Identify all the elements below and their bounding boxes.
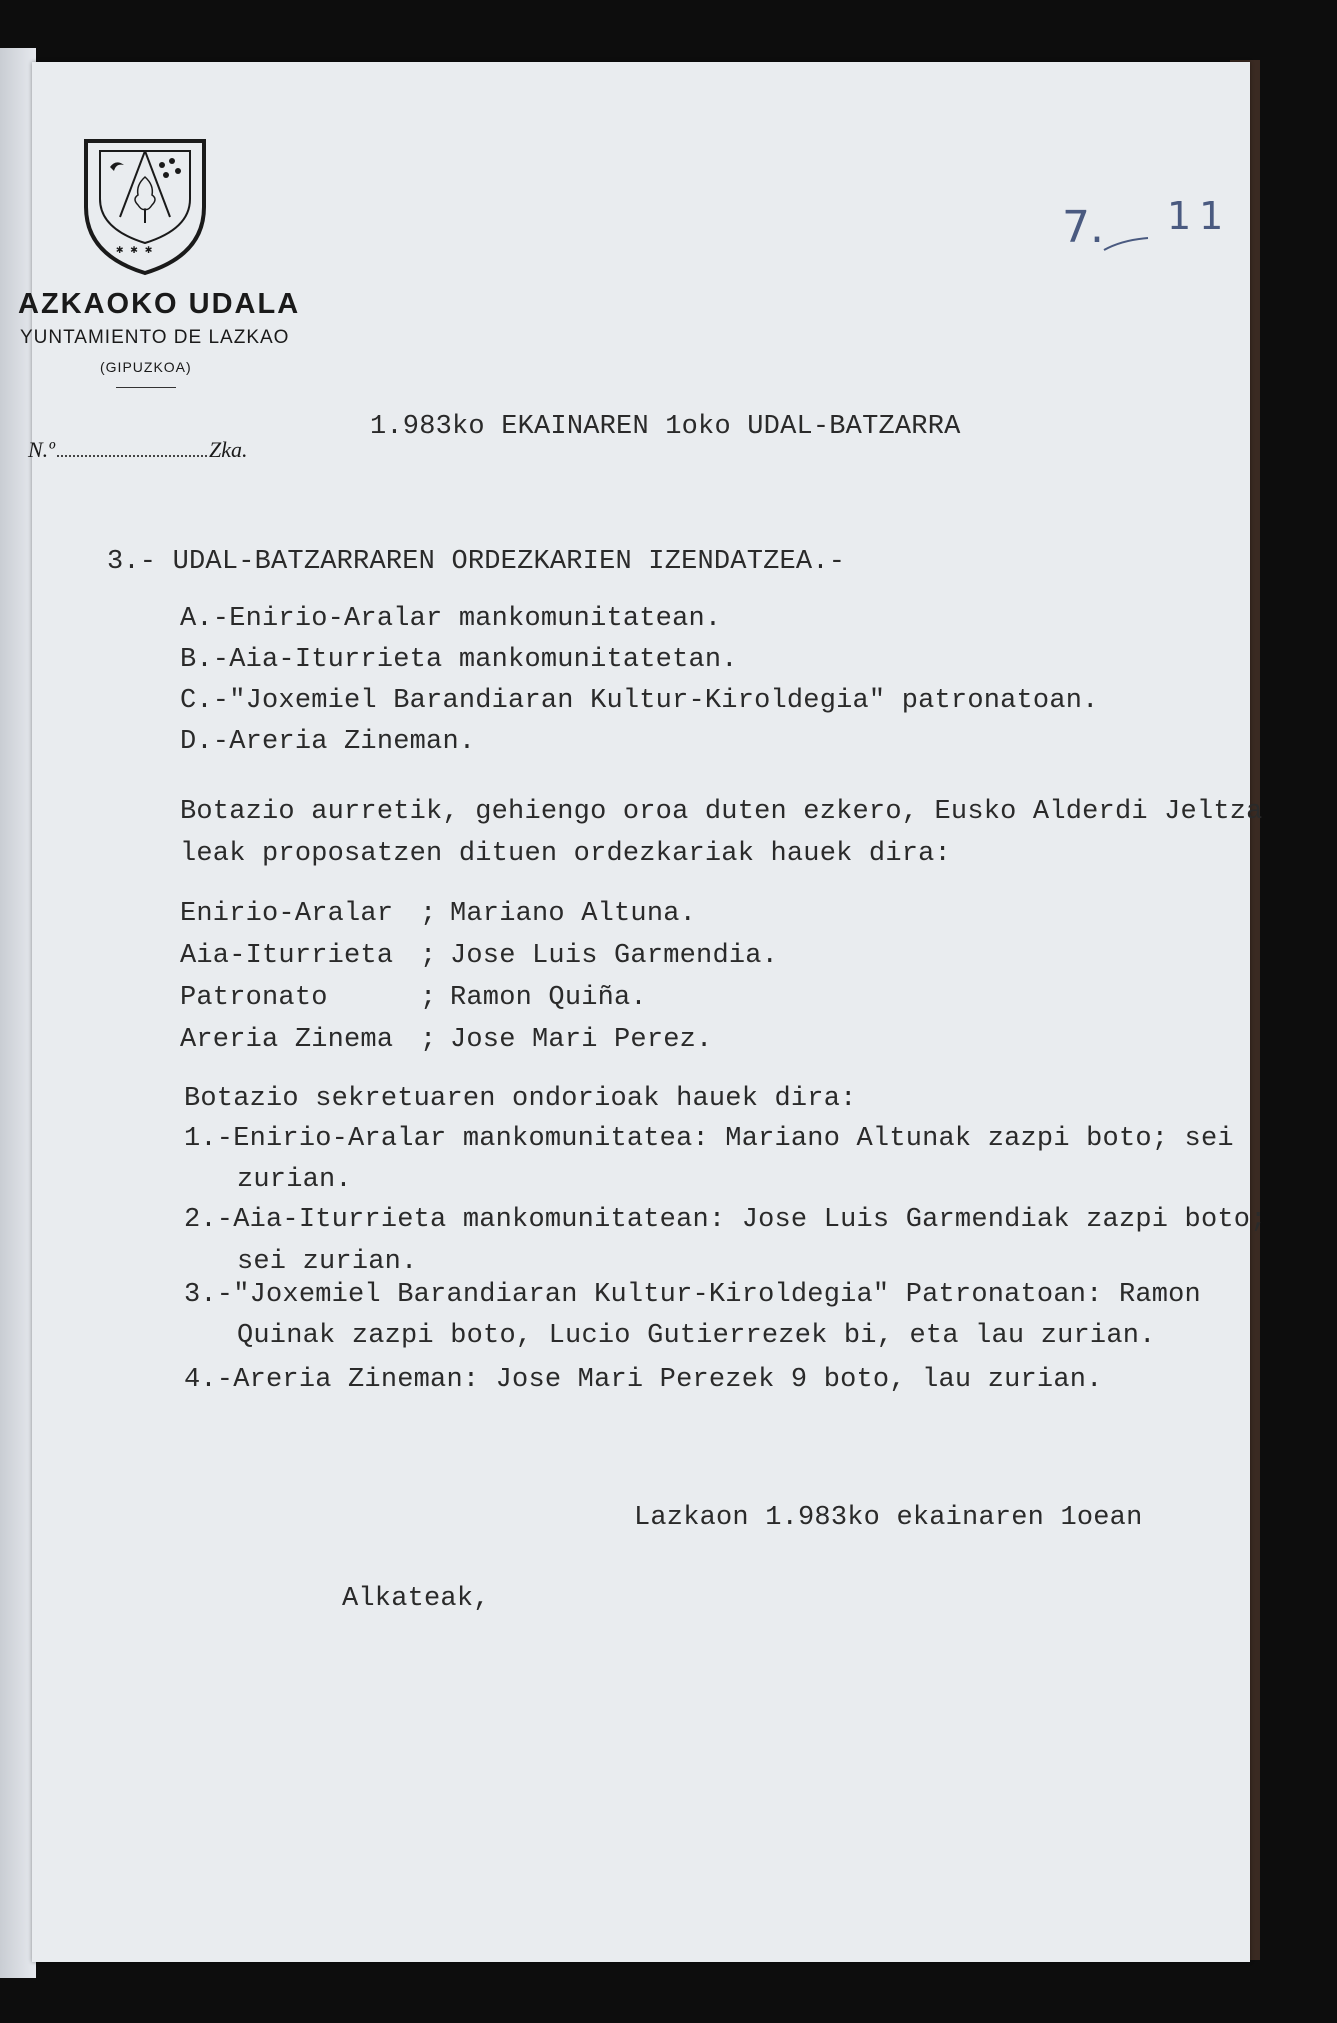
item-c: C.-"Joxemiel Barandiaran Kultur-Kiroldegia" patronatoan. <box>180 686 1099 716</box>
number-label-left: N.º <box>28 437 55 462</box>
result-4-line-1: 4.-Areria Zineman: Jose Mari Perezek 9 boto, lau zurian. <box>184 1365 1103 1395</box>
document-title: 1.983ko EKAINAREN 1oko UDAL-BATZARRA <box>370 412 961 442</box>
proposal-sep-3: ; <box>420 983 437 1013</box>
proposal-org-2: Aia-Iturrieta <box>180 941 394 971</box>
result-3-line-2: Quinak zazpi boto, Lucio Gutierrezek bi, eta lau zurian. <box>237 1321 1156 1351</box>
item-a: A.-Enirio-Aralar mankomunitatean. <box>180 604 722 634</box>
proposal-person-1: Mariano Altuna. <box>450 899 697 929</box>
letterhead-divider <box>116 387 176 388</box>
proposal-sep-1: ; <box>420 899 437 929</box>
result-2-line-1: 2.-Aia-Iturrieta mankomunitatean: Jose Luis Garmendiak zazpi boto; <box>184 1205 1267 1235</box>
number-dotted-line <box>57 455 207 457</box>
proposal-person-2: Jose Luis Garmendia. <box>450 941 779 971</box>
letterhead-province: (GIPUZKOA) <box>100 359 192 375</box>
section-heading: 3.- UDAL-BATZARRAREN ORDEZKARIEN IZENDATZEA.- <box>107 547 846 577</box>
result-1-line-2: zurian. <box>237 1165 352 1195</box>
letterhead-subtitle: YUNTAMIENTO DE LAZKAO <box>20 327 290 348</box>
place-date: Lazkaon 1.983ko ekainaren 1oean <box>634 1503 1143 1533</box>
number-field <box>28 437 248 463</box>
proposal-sep-2: ; <box>420 941 437 971</box>
proposal-person-3: Ramon Quiña. <box>450 983 647 1013</box>
item-d: D.-Areria Zineman. <box>180 727 476 757</box>
folio-prefix: 7. <box>1062 202 1104 253</box>
result-3-line-1: 3.-"Joxemiel Barandiaran Kultur-Kiroldegia" Patronatoan: Ramon <box>184 1280 1201 1310</box>
coat-of-arms-logo <box>80 137 210 277</box>
proposal-org-4: Areria Zinema <box>180 1025 394 1055</box>
results-intro: Botazio sekretuaren ondorioak hauek dira: <box>184 1084 857 1114</box>
letterhead-name: AZKAOKO UDALA <box>18 288 301 320</box>
number-label-right: Zka. <box>209 437 248 462</box>
intro-line-1: Botazio aurretik, gehiengo oroa duten ezkero, Eusko Alderdi Jeltza <box>180 797 1263 827</box>
intro-line-2: leak proposatzen dituen ordezkariak hauek dira: <box>180 839 951 869</box>
proposal-sep-4: ; <box>420 1025 437 1055</box>
result-1-line-1: 1.-Enirio-Aralar mankomunitatea: Mariano Altunak zazpi boto; sei <box>184 1124 1234 1154</box>
svg-text:✱ ✱ ✱: ✱ ✱ ✱ <box>116 243 153 257</box>
signature-label: Alkateak, <box>342 1584 490 1614</box>
folio-number: 11 <box>1167 194 1232 238</box>
result-2-line-2: sei zurian. <box>237 1247 418 1277</box>
item-b: B.-Aia-Iturrieta mankomunitatetan. <box>180 645 738 675</box>
folio-dash <box>1102 234 1152 254</box>
document-page <box>18 62 1267 1962</box>
proposal-org-1: Enirio-Aralar <box>180 899 394 929</box>
proposal-org-3: Patronato <box>180 983 328 1013</box>
proposal-person-4: Jose Mari Perez. <box>450 1025 713 1055</box>
